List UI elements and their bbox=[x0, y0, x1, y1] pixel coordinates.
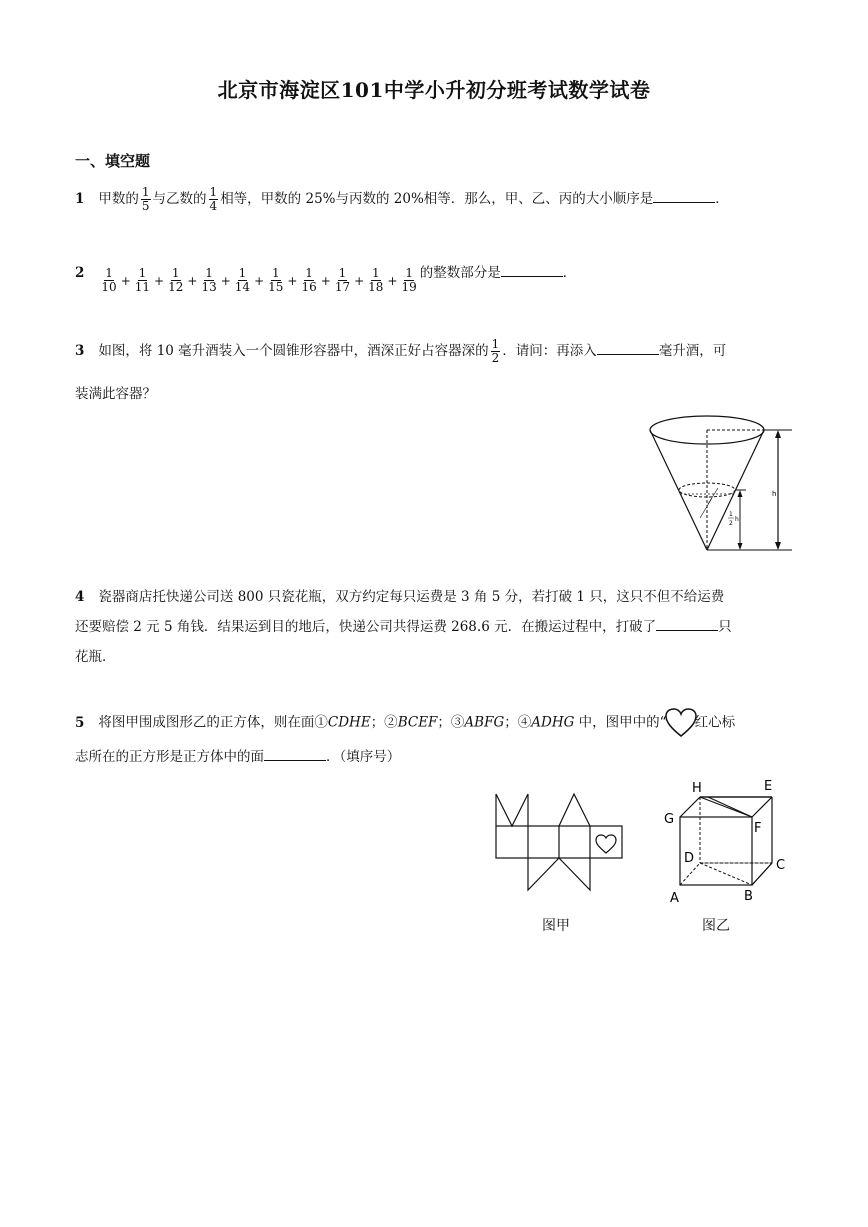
vertex-label-c: C bbox=[776, 858, 786, 873]
face-bcef: BCEF bbox=[397, 714, 438, 731]
question-number: 1 bbox=[75, 191, 85, 207]
answer-blank[interactable] bbox=[264, 746, 326, 761]
fraction-term: $\frac{1}{18}$ bbox=[368, 266, 384, 294]
fraction-term: $\frac{1}{10}$ bbox=[101, 266, 117, 294]
plus-sign: + bbox=[154, 273, 165, 288]
question-5-line-2: 志所在的正方形是正方体中的面 ．（填序号） bbox=[75, 746, 795, 768]
fraction-term: $\frac{1}{13}$ bbox=[201, 266, 217, 294]
arrow-head-up bbox=[775, 430, 781, 438]
net-bottom-left-triangle bbox=[528, 858, 559, 890]
fraction-term: $\frac{1}{15}$ bbox=[268, 266, 284, 294]
net-top-left-triangles bbox=[496, 794, 528, 826]
label-h: h bbox=[772, 490, 777, 498]
label-half-d: 2 bbox=[729, 520, 733, 527]
vertex-label-f: F bbox=[754, 821, 762, 836]
cube-diagonal bbox=[752, 863, 772, 885]
answer-blank[interactable] bbox=[653, 188, 715, 203]
question-5: 5 将图甲围成图形乙的正方体，则在面①CDHE；②BCEF；③ABFG；④ADHG 中，图甲中的“ 红心标 bbox=[75, 708, 795, 738]
net-top-right-triangle bbox=[559, 794, 590, 826]
vertex-label-d: D bbox=[684, 851, 695, 866]
q1-text-2: 与乙数的 bbox=[152, 191, 207, 207]
section-heading: 一、填空题 bbox=[75, 152, 151, 170]
liquid-hatch bbox=[700, 498, 712, 518]
q1-text-3: 相等，甲数的 25%与丙数的 20%相等．那么，甲、乙、丙的大小顺序是 bbox=[220, 191, 654, 207]
question-1: 1 甲数的 $\frac{1}{5}$ 与乙数的 $\frac{1}{4}$ 相等，甲数的 25%与丙数的 20%相等．那么，甲、乙、丙的大小顺序是 ． bbox=[75, 185, 729, 213]
q3-text-1: 如图，将 10 毫升酒装入一个圆锥形容器中，酒深正好占容器深的 bbox=[98, 343, 489, 359]
arrow-head-down bbox=[775, 542, 781, 550]
fraction-one-fourth: $\frac{1}{4}$ bbox=[209, 185, 218, 213]
cube-figure bbox=[660, 775, 795, 910]
figure-b-caption: 图乙 bbox=[702, 918, 730, 934]
page-title: 北京市海淀区101中学小升初分班考试数学试卷 bbox=[217, 78, 651, 102]
plus-sign: + bbox=[320, 273, 331, 288]
vertex-label-b: B bbox=[744, 889, 753, 904]
heart-icon bbox=[596, 835, 616, 853]
q3-text-3: 毫升酒，可 bbox=[658, 343, 727, 359]
fraction-sum bbox=[98, 267, 419, 294]
face-adhg: ADHG bbox=[531, 714, 575, 731]
q3-text-2: ．请问：再添入 bbox=[502, 343, 597, 359]
answer-blank[interactable] bbox=[597, 340, 659, 355]
fraction-one-half: $\frac{1}{2}$ bbox=[491, 337, 500, 365]
arrow-head-down bbox=[738, 543, 743, 550]
figure-a-caption: 图甲 bbox=[542, 918, 570, 934]
label-half-h: h bbox=[735, 516, 739, 523]
fraction-term: $\frac{1}{11}$ bbox=[134, 266, 151, 294]
question-number: 5 bbox=[75, 714, 85, 731]
q2-tail-text: 的整数部分是 bbox=[419, 265, 501, 281]
q4-line-3: 花瓶． bbox=[75, 649, 116, 665]
fraction-term: $\frac{1}{14}$ bbox=[234, 266, 251, 294]
plus-sign: + bbox=[220, 273, 231, 288]
plus-sign: + bbox=[354, 273, 365, 288]
fraction-term: $\frac{1}{16}$ bbox=[301, 266, 317, 294]
face-cdhe: CDHE bbox=[327, 714, 371, 731]
plus-sign: + bbox=[120, 273, 131, 288]
fraction-term: $\frac{1}{17}$ bbox=[334, 266, 351, 294]
question-4-line-3 bbox=[75, 646, 795, 668]
net-bottom-right-triangle bbox=[559, 858, 590, 890]
label-half-n: 1 bbox=[729, 511, 733, 518]
q1-text-1: 甲数的 bbox=[98, 191, 139, 207]
question-number: 3 bbox=[75, 343, 85, 359]
q4-line-1: 瓷器商店托快递公司送 800 只瓷花瓶，双方约定每只运费是 3 角 5 分，若打破 1 只，这只不但不给运费 bbox=[98, 589, 725, 605]
plus-sign: + bbox=[187, 273, 198, 288]
answer-blank[interactable] bbox=[656, 616, 718, 631]
question-3-line-2 bbox=[75, 383, 795, 405]
cone-figure bbox=[640, 408, 800, 558]
plus-sign: + bbox=[387, 273, 398, 288]
face-abfg: ABFG bbox=[464, 714, 505, 731]
question-2: 2 $\frac{1}{10}$ + $\frac{1}{11}$ + $\frac{1}{12}$ + $\frac{1}{13}$ + $\frac{1}{14}$ + $\frac{1}{15}$ + $\frac{1}{16}$ + $\frac{1}{17}$ + $\frac{1}{18}$ + $\frac{1}{19}$ 的整数部分是 ． bbox=[75, 262, 795, 294]
vertex-label-e: E bbox=[764, 779, 773, 794]
vertex-label-g: G bbox=[664, 812, 675, 827]
cube-edge bbox=[752, 797, 772, 817]
question-3 bbox=[75, 338, 795, 365]
arrow-head-up bbox=[738, 490, 743, 497]
question-number: 4 bbox=[75, 589, 85, 605]
question-number: 2 bbox=[75, 265, 85, 281]
cone-left-edge bbox=[650, 430, 707, 550]
fraction-term: $\frac{1}{19}$ bbox=[401, 266, 417, 294]
question-4 bbox=[75, 586, 795, 608]
heart-icon bbox=[665, 708, 697, 738]
cube-hidden-edge bbox=[680, 863, 700, 885]
answer-blank[interactable] bbox=[501, 262, 563, 277]
q4-line-2: 还要赔偿 2 元 5 角钱．结果运到目的地后，快递公司共得运费 268.6 元．在搬运过程中，打破了 bbox=[75, 619, 657, 635]
q3-text-4: 装满此容器？ bbox=[75, 386, 156, 402]
plus-sign: + bbox=[287, 273, 298, 288]
vertex-label-a: A bbox=[670, 891, 679, 906]
cube-hidden-diagonal bbox=[700, 863, 752, 885]
question-4-line-2: 还要赔偿 2 元 5 角钱．结果运到目的地后，快递公司共得运费 268.6 元．在搬运过程中，打破了 只 bbox=[75, 616, 795, 638]
fraction-one-fifth: $\frac{1}{5}$ bbox=[141, 185, 150, 213]
cube-edge bbox=[680, 797, 700, 817]
cube-net-figure bbox=[490, 790, 625, 895]
plus-sign: + bbox=[254, 273, 265, 288]
vertex-label-h: H bbox=[692, 781, 702, 796]
fraction-term: $\frac{1}{12}$ bbox=[168, 266, 184, 294]
cube-diagonal bbox=[708, 797, 752, 817]
